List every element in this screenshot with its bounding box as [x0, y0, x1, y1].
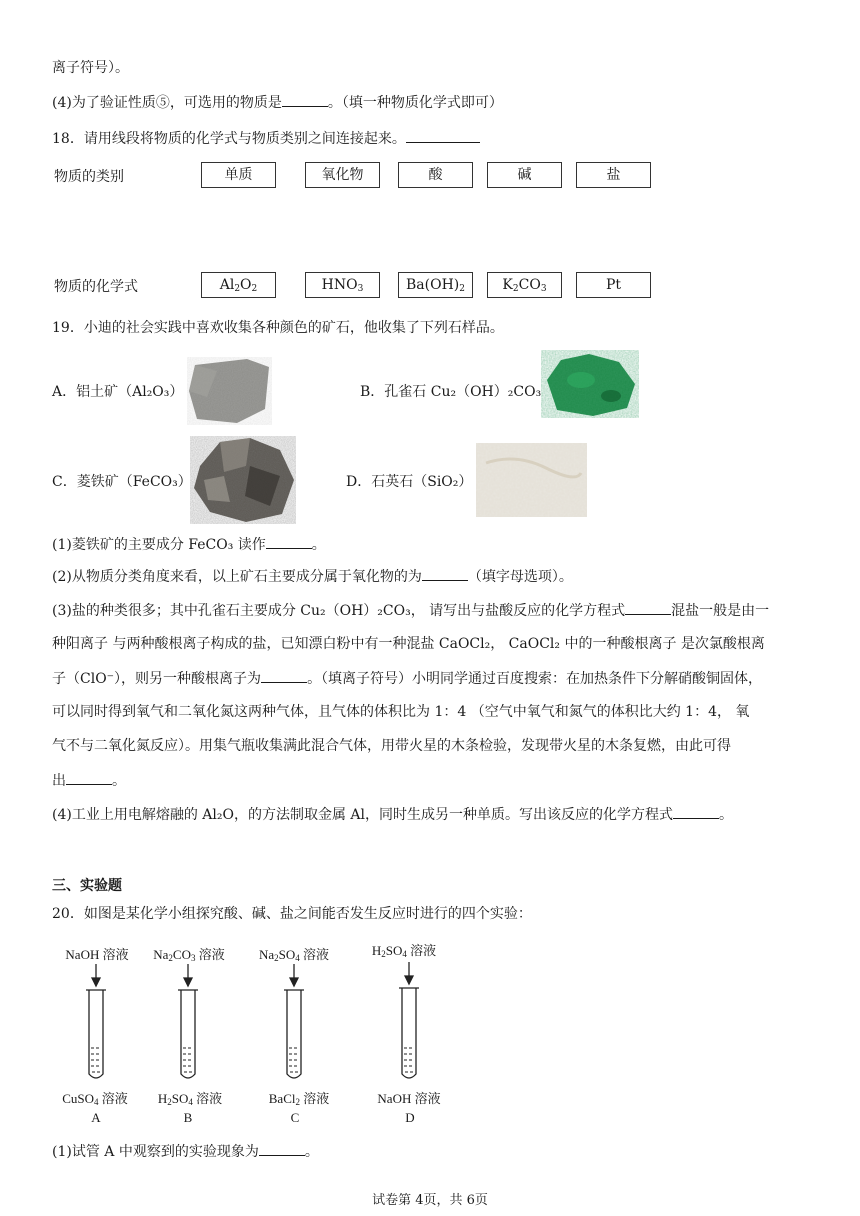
quartz-image: [476, 443, 587, 517]
q19-part3-line2: 种阳离子 与两种酸根离子构成的盐，已知漂白粉中有一种混盐 CaOCl₂， CaOCl₂ 中的一种酸根离子 是次氯酸根离: [52, 636, 765, 652]
answer-blank[interactable]: [261, 668, 307, 683]
section-heading: 三、实验题: [52, 878, 122, 894]
tube-b-letter: B: [183, 1110, 193, 1125]
tube-d-solution: NaOH 溶液: [377, 1091, 441, 1106]
tube-d-reagent: $H_2SO_4$ 溶液: [371, 943, 437, 959]
tube-a-reagent: NaOH 溶液: [65, 947, 129, 962]
tube-b-solution: $H_2SO_4$ 溶液: [157, 1091, 223, 1107]
test-tube-a: [89, 990, 103, 1078]
answer-blank[interactable]: [406, 128, 480, 143]
q19-part3-line6: 出 。: [52, 770, 126, 791]
formula-row-label: 物质的化学式: [54, 279, 138, 295]
test-tube-b: [181, 990, 195, 1078]
answer-blank[interactable]: [282, 92, 328, 107]
answer-blank[interactable]: [266, 534, 312, 549]
formula-box-baoh2[interactable]: $Ba(OH)_2$: [398, 272, 473, 298]
q20-part1: (1)试管 A 中观察到的实验现象为 。: [52, 1141, 319, 1162]
option-d-label: D．石英石（SiO₂）: [346, 474, 473, 490]
answer-blank[interactable]: [422, 566, 468, 581]
q19-part3-line5: 气不与二氧化氮反应）。用集气瓶收集满此混合气体，用带火星的木条检验，发现带火星的木条复燃，由此可得: [52, 738, 731, 754]
q19-part3-line3: 子（ClO⁻），则另一种酸根离子为 。（填离子符号）小明同学通过百度搜索：在加热条件下分解硝酸铜固体，: [52, 668, 762, 689]
option-b-label: B．孔雀石 Cu₂（OH）₂CO₃: [360, 384, 542, 400]
malachite-image: [541, 350, 639, 418]
q20-intro: 20．如图是某化学小组探究酸、碱、盐之间能否发生反应时进行的四个实验：: [52, 906, 532, 922]
tube-b-reagent: $Na_2CO_3$ 溶液: [153, 947, 225, 963]
formula-box-pt[interactable]: Pt: [576, 272, 651, 298]
q18-question: 18．请用线段将物质的化学式与物质类别之间连接起来。: [52, 128, 480, 149]
q19-part3-line1: (3)盐的种类很多；其中孔雀石主要成分 Cu₂（OH）₂CO₃， 请写出与盐酸反应的化学方程式 混盐一般是由一: [52, 600, 769, 621]
bauxite-image: [187, 357, 272, 425]
text-line-1: 离子符号）。: [52, 60, 129, 76]
q19-part2: (2)从物质分类角度来看，以上矿石主要成分属于氧化物的为 （填字母选项）。: [52, 566, 573, 587]
answer-blank[interactable]: [625, 600, 671, 615]
q19-part1: (1)菱铁矿的主要成分 FeCO₃ 读作 。: [52, 534, 326, 555]
formula-box-al2o2[interactable]: $Al_2O_2$: [201, 272, 276, 298]
page-footer: 试卷第 4页，共 6页: [372, 1193, 488, 1208]
tube-a-solution: CuSO$_4$ 溶液: [62, 1091, 128, 1107]
tube-a-letter: A: [91, 1110, 101, 1125]
category-row-label: 物质的类别: [54, 169, 124, 185]
formula-box-hno3[interactable]: $HNO_3$: [305, 272, 380, 298]
test-tubes-figure: [0, 962, 860, 1082]
option-c-label: C．菱铁矿（FeCO₃）: [52, 474, 192, 490]
category-box-salt[interactable]: 盐: [576, 162, 651, 188]
answer-blank[interactable]: [66, 770, 112, 785]
q19-intro: 19．小迪的社会实践中喜欢收集各种颜色的矿石，他收集了下列石样品。: [52, 320, 504, 336]
siderite-image: [190, 436, 296, 524]
answer-blank[interactable]: [259, 1141, 305, 1156]
q17-part4: (4)为了验证性质⑤，可选用的物质是 。（填一种物质化学式即可）: [52, 92, 503, 113]
category-box-base[interactable]: 碱: [487, 162, 562, 188]
category-box-acid[interactable]: 酸: [398, 162, 473, 188]
category-box-oxide[interactable]: 氧化物: [305, 162, 380, 188]
test-tube-c: [287, 990, 301, 1078]
q19-part3-line4: 可以同时得到氧气和二氧化氮这两种气体，且气体的体积比为 1：4 （空气中氧气和氮气的体积比大约 1：4， 氧: [52, 704, 750, 720]
answer-blank[interactable]: [673, 804, 719, 819]
q19-part4: (4)工业上用电解熔融的 Al₂O，的方法制取金属 Al，同时生成另一种单质。写出该反应的化学方程式 。: [52, 804, 733, 825]
tube-c-letter: C: [290, 1110, 300, 1125]
formula-box-k2co3[interactable]: $K_2CO_3$: [487, 272, 562, 298]
category-box-element[interactable]: 单质: [201, 162, 276, 188]
tube-c-solution: BaCl$_2$ 溶液: [268, 1091, 330, 1107]
tube-d-letter: D: [405, 1110, 415, 1125]
option-a-label: A．铝土矿（Al₂O₃）: [52, 384, 184, 400]
test-tube-d: [402, 988, 416, 1078]
tube-c-reagent: $Na_2SO_4$ 溶液: [258, 947, 330, 963]
